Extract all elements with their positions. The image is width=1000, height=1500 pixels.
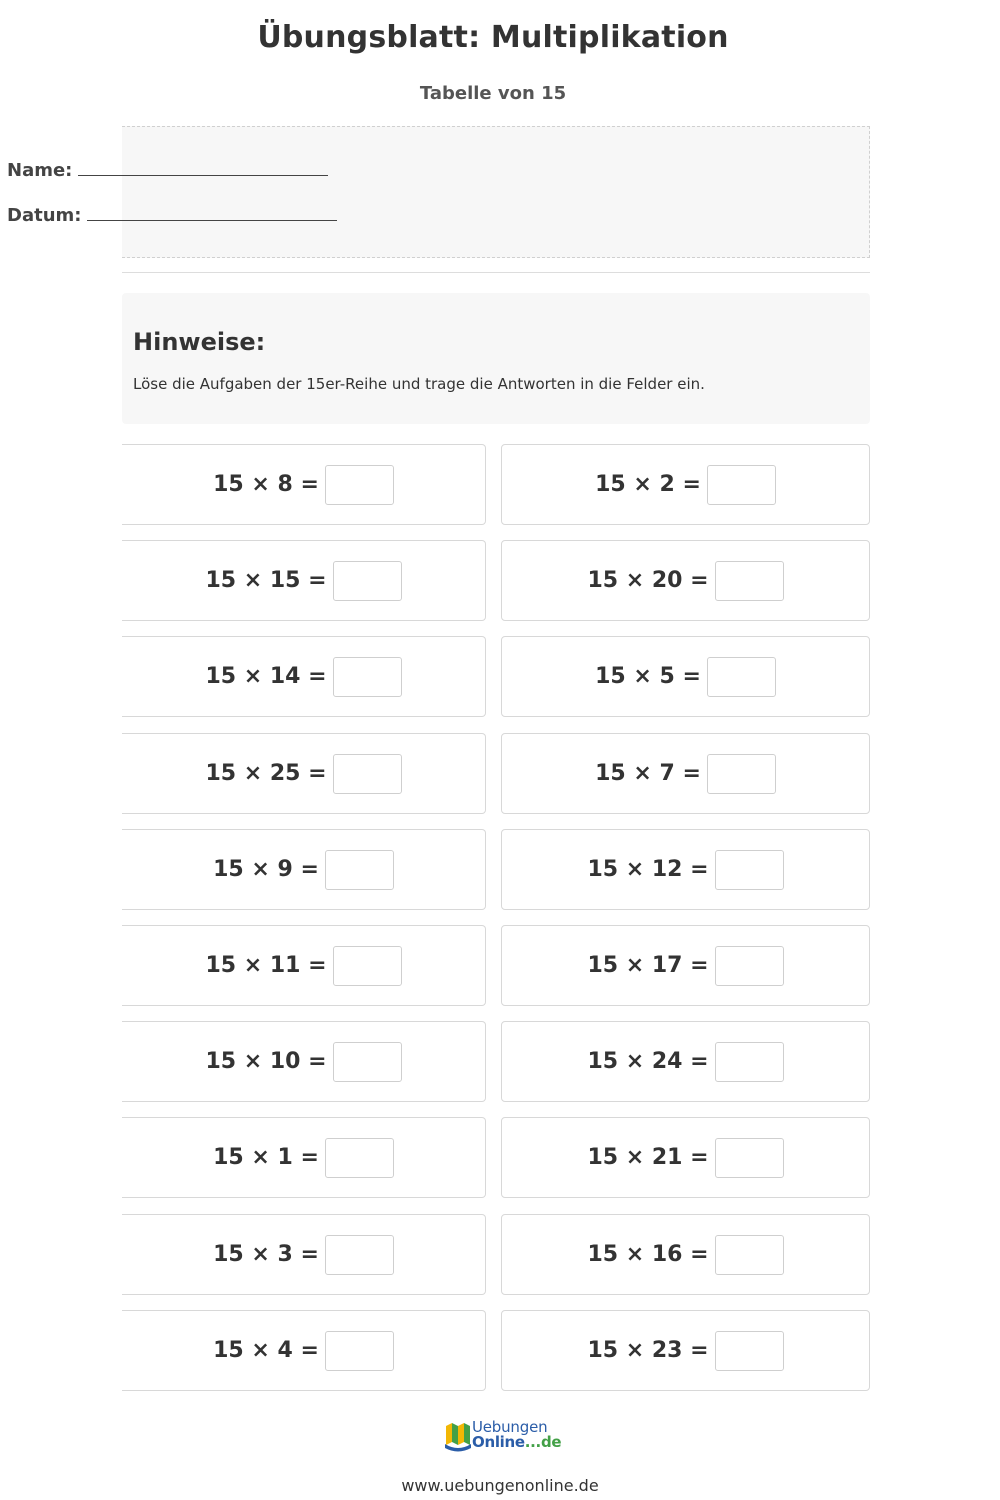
hints-text: Löse die Aufgaben der 15er-Reihe und trage die Antworten in die Felder ein. bbox=[133, 375, 705, 393]
exercise-card bbox=[122, 444, 486, 525]
answer-box[interactable] bbox=[325, 1331, 394, 1371]
logo-suffix: ...de bbox=[524, 1433, 562, 1451]
exercise-card bbox=[501, 733, 870, 814]
answer-box[interactable] bbox=[715, 1235, 784, 1275]
exercise-expression: 15 × 8 = bbox=[213, 472, 319, 497]
exercise-expression: 15 × 17 = bbox=[587, 953, 709, 978]
hints-title: Hinweise: bbox=[133, 328, 266, 356]
exercise-card bbox=[122, 829, 486, 910]
exercise-card bbox=[501, 1310, 870, 1391]
exercise-card bbox=[122, 733, 486, 814]
page-subtitle: Tabelle von 15 bbox=[419, 83, 567, 104]
exercise-expression: 15 × 9 = bbox=[213, 857, 319, 882]
answer-box[interactable] bbox=[325, 1138, 394, 1178]
name-line[interactable] bbox=[78, 158, 328, 176]
exercise-expression: 15 × 23 = bbox=[587, 1338, 709, 1363]
exercise-card bbox=[501, 1214, 870, 1295]
answer-box[interactable] bbox=[715, 1138, 784, 1178]
exercise-expression: 15 × 11 = bbox=[205, 953, 327, 978]
exercise-expression: 15 × 1 = bbox=[213, 1145, 319, 1170]
exercise-card bbox=[501, 636, 870, 717]
exercise-card bbox=[122, 1214, 486, 1295]
exercise-expression: 15 × 15 = bbox=[205, 568, 327, 593]
page-title: Übungsblatt: Multiplikation bbox=[257, 20, 729, 55]
exercise-expression: 15 × 12 = bbox=[587, 857, 709, 882]
answer-box[interactable] bbox=[715, 561, 784, 601]
answer-box[interactable] bbox=[333, 657, 402, 697]
logo-online: Online bbox=[472, 1433, 525, 1451]
logo-text-bottom bbox=[472, 1433, 561, 1451]
answer-box[interactable] bbox=[333, 946, 402, 986]
divider bbox=[122, 272, 870, 273]
exercise-card bbox=[501, 829, 870, 910]
exercise-expression: 15 × 3 = bbox=[213, 1242, 319, 1267]
exercise-expression: 15 × 10 = bbox=[205, 1049, 327, 1074]
exercise-expression: 15 × 5 = bbox=[595, 664, 701, 689]
exercise-expression: 15 × 2 = bbox=[595, 472, 701, 497]
answer-box[interactable] bbox=[715, 850, 784, 890]
student-info-box bbox=[122, 126, 870, 258]
exercise-expression: 15 × 21 = bbox=[587, 1145, 709, 1170]
book-icon bbox=[443, 1418, 473, 1452]
answer-box[interactable] bbox=[333, 1042, 402, 1082]
answer-box[interactable] bbox=[715, 946, 784, 986]
exercise-card bbox=[501, 444, 870, 525]
exercise-expression: 15 × 7 = bbox=[595, 761, 701, 786]
logo-text-top: Uebungen bbox=[472, 1418, 548, 1436]
exercise-card bbox=[501, 1117, 870, 1198]
hints-panel bbox=[122, 293, 870, 424]
date-label: Datum: bbox=[7, 205, 82, 226]
exercise-card bbox=[122, 1021, 486, 1102]
answer-box[interactable] bbox=[707, 657, 776, 697]
exercise-expression: 15 × 16 = bbox=[587, 1242, 709, 1267]
answer-box[interactable] bbox=[715, 1331, 784, 1371]
exercise-card bbox=[122, 540, 486, 621]
name-field[interactable] bbox=[7, 158, 328, 181]
exercise-card bbox=[501, 925, 870, 1006]
name-label: Name: bbox=[7, 160, 73, 181]
answer-box[interactable] bbox=[707, 465, 776, 505]
exercise-expression: 15 × 14 = bbox=[205, 664, 327, 689]
answer-box[interactable] bbox=[333, 561, 402, 601]
footer-url[interactable]: www.uebungenonline.de bbox=[401, 1476, 599, 1495]
answer-box[interactable] bbox=[707, 754, 776, 794]
answer-box[interactable] bbox=[333, 754, 402, 794]
exercise-card bbox=[122, 925, 486, 1006]
answer-box[interactable] bbox=[715, 1042, 784, 1082]
exercise-expression: 15 × 4 = bbox=[213, 1338, 319, 1363]
answer-box[interactable] bbox=[325, 465, 394, 505]
exercise-card bbox=[122, 1117, 486, 1198]
answer-box[interactable] bbox=[325, 1235, 394, 1275]
exercise-expression: 15 × 25 = bbox=[205, 761, 327, 786]
exercise-card bbox=[122, 636, 486, 717]
site-logo bbox=[443, 1418, 562, 1454]
exercise-expression: 15 × 24 = bbox=[587, 1049, 709, 1074]
date-field[interactable] bbox=[7, 203, 337, 226]
answer-box[interactable] bbox=[325, 850, 394, 890]
exercise-card bbox=[501, 1021, 870, 1102]
exercise-expression: 15 × 20 = bbox=[587, 568, 709, 593]
exercise-card bbox=[501, 540, 870, 621]
exercise-card bbox=[122, 1310, 486, 1391]
date-line[interactable] bbox=[87, 203, 337, 221]
